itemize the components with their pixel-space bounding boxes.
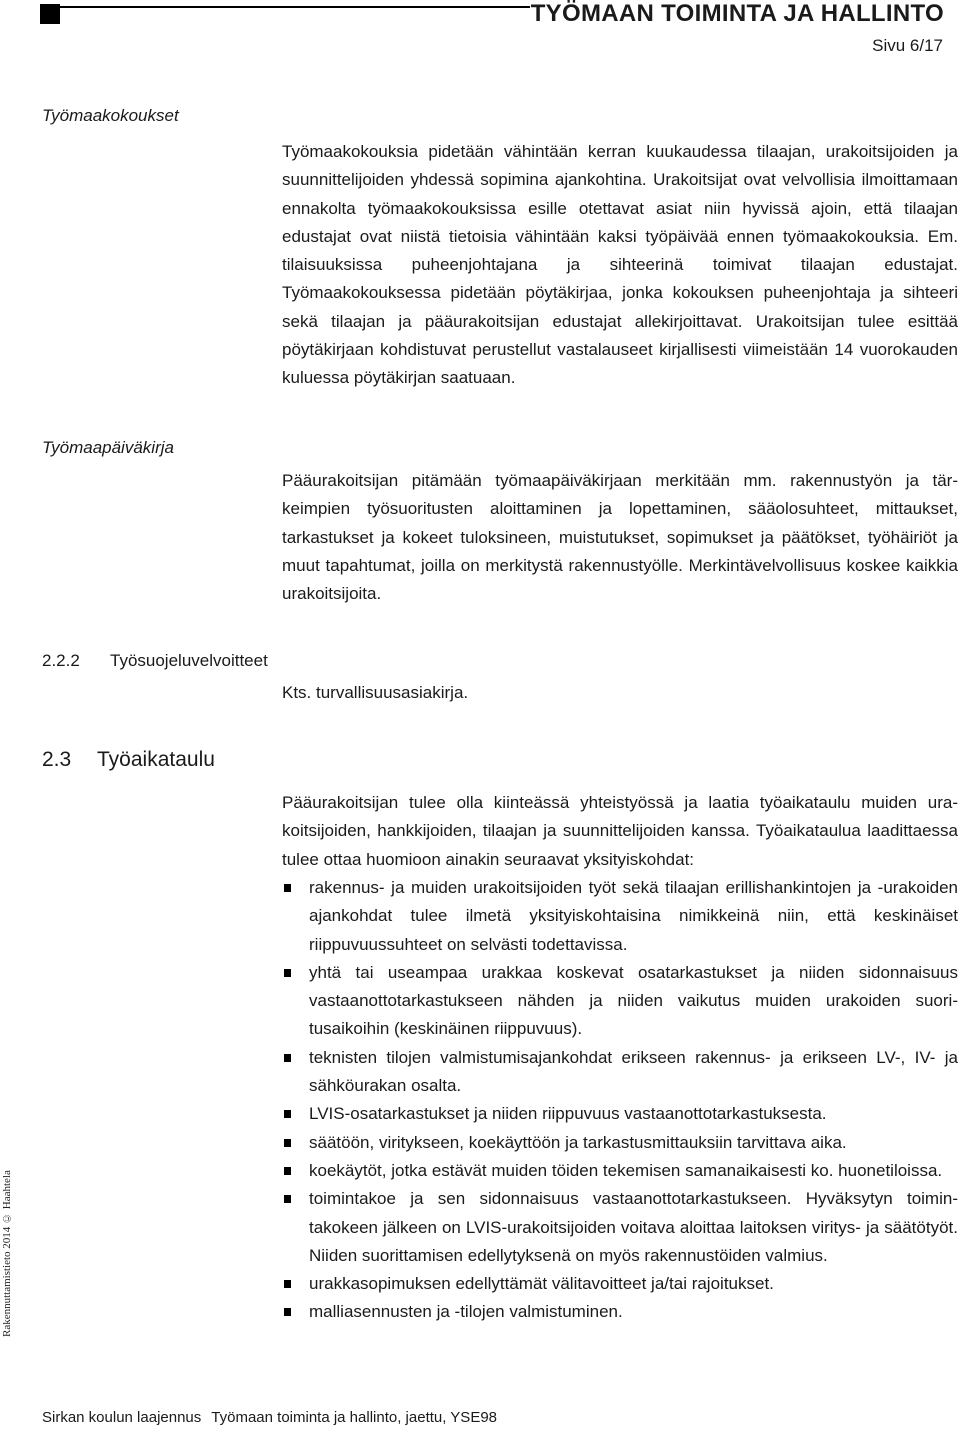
page-number: Sivu 6/17 bbox=[872, 36, 943, 55]
footer-project-name: Sirkan koulun laajennus bbox=[42, 1409, 202, 1426]
list-item: toimintakoe ja sen sidonnaisuus vastaanottotarkastukseen. Hyväksytyn toimintakokeen jälkeen on LVIS-urakoitsijoiden voitava aloittaa laitoksen viritys- ja säätötyöt. Niiden suorittamisen edellytyksenä on myös rakennustöiden valmius. bbox=[282, 1185, 958, 1270]
list-item: malliasennusten ja -tilojen valmistuminen. bbox=[282, 1298, 958, 1326]
section-number-2-3: 2.3 bbox=[42, 748, 72, 771]
document-title: TYÖMAAN TOIMINTA JA HALLINTO bbox=[530, 0, 944, 27]
paragraph-tyoaikataulu-intro: Pääurakoitsijan tulee olla kiinteässä yhteistyössä ja laatia työaikataulu muiden urakoitsijoiden, hankkijoiden, tilaajan ja suunnittelijoiden kanssa. Työaikataulua laadittaessa tulee ottaa huomioon ainakin seuraavat yksityiskohdat: bbox=[282, 793, 958, 869]
square-bullet-icon bbox=[284, 1280, 291, 1288]
square-bullet-icon bbox=[284, 1110, 291, 1118]
square-bullet-icon bbox=[284, 884, 291, 892]
bullet-list-tyoaikataulu bbox=[282, 874, 958, 1327]
page-footer bbox=[42, 1409, 497, 1426]
list-item: urakkasopimuksen edellyttämät välitavoitteet ja/tai rajoitukset. bbox=[282, 1270, 958, 1298]
list-item: yhtä tai useampaa urakkaa koskevat osatarkastukset ja niiden sidonnaisuus vastaanottotarkastukseen nähden ja niiden vaikutus muiden urakoiden suoritusaikoihin (keskinäinen riippuvuus). bbox=[282, 959, 958, 1044]
square-bullet-icon bbox=[284, 1139, 291, 1147]
paragraph-tyomaakokoukset: Työmaakokouksia pidetään vähintään kerran kuukaudessa tilaajan, urakoitsijoiden ja suunnittelijoiden yhdessä sopimina ajankohtina. Urakoitsijat ovat velvollisia ilmoittamaan ennakolta työmaakokouksissa esille otettavat asiat niin hyvissä ajoin, että tilaajan edustajat ovat niistä tietoisia vähintään kaksi työpäivää ennen työmaakokouksia. Em. tilaisuuksissa puheenjohtajana ja sihteerinä toimivat tilaajan edustajat. Työmaakokouksessa pidetään pöytäkirjaa, jonka kokouksen puheenjohtaja ja sihteeri sekä tilaajan ja pääurakoitsijan edustajat allekirjoittavat. Urakoitsijan tulee esittää pöytäkirjaan kohdistuvat perustellut vastalauseet kirjallisesti viimeistään 14 vuorokauden kuluessa pöytäkirjan saatuaan. bbox=[282, 142, 958, 388]
heading-tyomaapaivakirja: Työmaapäiväkirja bbox=[42, 438, 174, 457]
square-bullet-icon bbox=[284, 1195, 291, 1203]
list-item: LVIS-osatarkastukset ja niiden riippuvuus vastaanottotarkastuksesta. bbox=[282, 1100, 958, 1128]
header-square-mark bbox=[40, 4, 60, 24]
header-rule bbox=[60, 6, 530, 8]
square-bullet-icon bbox=[284, 1054, 291, 1062]
square-bullet-icon bbox=[284, 1308, 291, 1316]
section-number-2-2-2: 2.2.2 bbox=[42, 651, 80, 670]
footer-document-name: Työmaan toiminta ja hallinto, jaettu, YSE98 bbox=[211, 1409, 498, 1426]
square-bullet-icon bbox=[284, 1167, 291, 1175]
section-title-tyosuojeluvelvoitteet: Työsuojeluvelvoitteet bbox=[110, 651, 268, 670]
paragraph-tyosuojelu: Kts. turvallisuusasiakirja. bbox=[282, 683, 469, 702]
paragraph-tyomaapaivakirja: Pääurakoitsijan pitämään työmaapäiväkirjaan merkitään mm. rakennustyön ja tärkeimpien työsuoritusten aloittaminen ja lopettaminen, sääolosuhteet, mittaukset, tarkastukset ja kokeet tuloksineen, muistutukset, sopimukset ja päätökset, työhäiriöt ja muut tapahtumat, joilla on merkitystä rakennustyölle. Merkintävelvollisuus koskee kaikkia urakoitsijoita. bbox=[282, 471, 958, 604]
list-item: säätöön, viritykseen, koekäyttöön ja tarkastusmittauksiin tarvittava aika. bbox=[282, 1129, 958, 1157]
section-title-tyoaikataulu: Työaikataulu bbox=[97, 748, 215, 771]
heading-tyomaakokoukset: Työmaakokoukset bbox=[42, 106, 179, 125]
list-item: rakennus- ja muiden urakoitsijoiden työt sekä tilaajan erillishankintojen ja -urakoiden ajankohdat tulee ilmetä yksityiskohtaisina nimikkeinä niin, että keskinäiset riippuvuussuhteet on selvästi todettavissa. bbox=[282, 874, 958, 959]
copyright-side-note: Rakennuttamistieto 2014 © Haahtela bbox=[1, 1170, 13, 1337]
list-item: teknisten tilojen valmistumisajankohdat erikseen rakennus- ja erikseen LV-, IV- ja sähköurakan osalta. bbox=[282, 1044, 958, 1101]
list-item: koekäytöt, jotka estävät muiden töiden tekemisen samanaikaisesti ko. huonetiloissa. bbox=[282, 1157, 958, 1185]
square-bullet-icon bbox=[284, 969, 291, 977]
